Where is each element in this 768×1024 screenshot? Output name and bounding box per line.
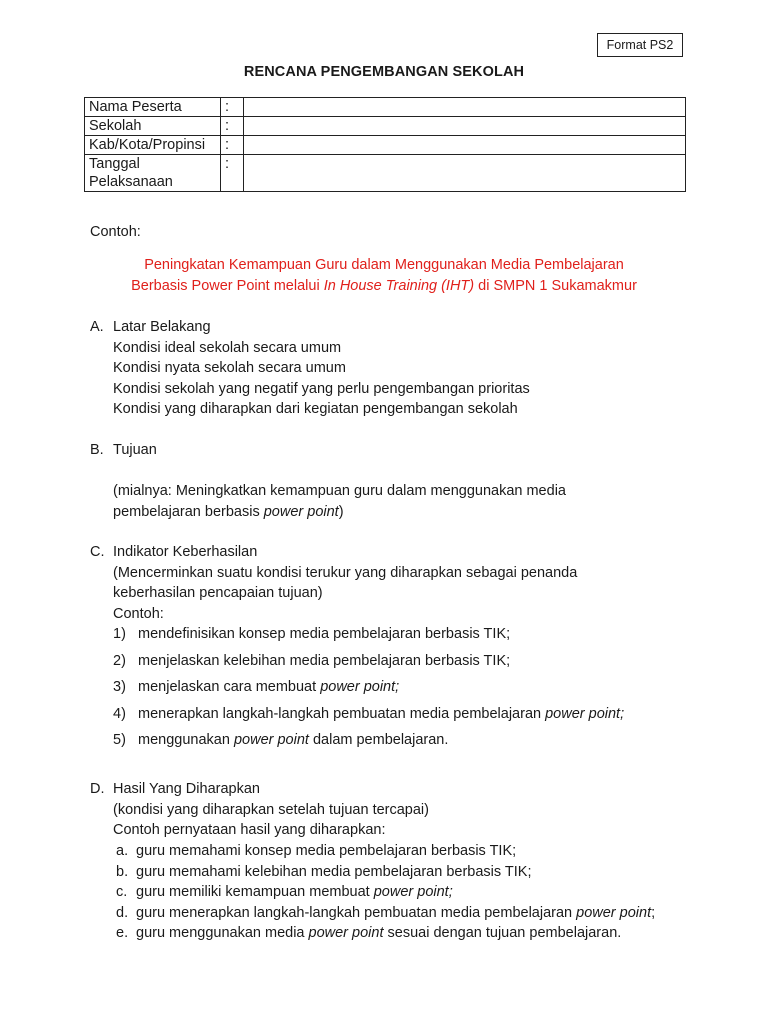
section-d-desc2: Contoh pernyataan hasil yang diharapkan: [113,822,386,838]
section-a-heading: Latar Belakang [113,319,211,335]
section-c-heading: Indikator Keberhasilan [113,544,258,560]
section-b-line2-a: pembelajaran berbasis [113,503,264,520]
table-value-sekolah [244,117,686,136]
list-text-italic: power point [576,904,652,921]
section-d [113,779,429,841]
list-number: 5) [113,732,126,748]
section-a-line: Kondisi nyata sekolah secara umum [113,360,346,376]
list-item [116,923,655,944]
example-title-line2-a: Berbasis Power Point melalui [131,278,324,294]
section-d-desc1: (kondisi yang diharapkan setelah tujuan tercapai) [113,801,429,818]
section-c-desc2: keberhasilan pencapaian tujuan) [113,585,323,601]
list-letter: b. [116,863,129,880]
table-label-nama: Nama Peserta [85,98,221,117]
contoh-label: Contoh: [90,224,141,240]
list-text-italic: power point; [320,679,400,695]
list-text-end: ; [651,904,656,921]
section-b-heading: Tujuan [113,442,157,458]
table-row [85,155,686,192]
section-a [113,317,530,420]
list-item [116,841,655,862]
list-text-italic: power point; [373,884,453,900]
list-number: 1) [113,626,126,642]
list-text: menerapkan langkah-langkah pembuatan media pembelajaran [138,705,546,722]
example-title-line1: Peningkatan Kemampuan Guru dalam Menggunakan Media Pembelajaran [144,257,624,273]
list-item [113,730,624,751]
example-title-line2-b: In House Training (IHT) [323,278,475,294]
section-b-line1: (mialnya: Meningkatkan kemampuan guru dalam menggunakan media [113,483,566,499]
section-c [113,542,624,757]
example-title-line2-c: di SMPN 1 Sukamakmur [474,278,637,294]
list-text-end: dalam pembelajaran. [308,732,449,748]
list-number: 4) [113,705,126,722]
list-text: mendefinisikan konsep media pembelajaran berbasis TIK; [138,626,511,642]
section-b-line2-b: power point [263,503,339,520]
table-label-tanggal: Tanggal Pelaksanaan [85,155,221,192]
section-a-line: Kondisi yang diharapkan dari kegiatan pengembangan sekolah [113,401,518,417]
list-text-end: sesuai dengan tujuan pembelajaran. [383,925,622,941]
list-number: 3) [113,679,126,695]
section-b-line2 [113,502,566,523]
list-item [113,677,624,698]
list-text: menjelaskan kelebihan media pembelajaran berbasis TIK; [138,652,511,669]
list-item [116,862,655,883]
section-d-letter: D. [90,781,105,797]
section-c-list [113,624,624,751]
list-text: guru menerapkan langkah-langkah pembuatan media pembelajaran [136,904,577,921]
list-letter: c. [116,884,128,900]
section-a-line: Kondisi sekolah yang negatif yang perlu pengembangan prioritas [113,380,530,397]
list-text-italic: power point [308,925,384,941]
table-colon: : [221,117,244,136]
list-text-italic: power point; [545,705,625,722]
list-letter: d. [116,904,129,921]
list-text-italic: power point [233,732,309,748]
table-row [85,136,686,155]
table-colon: : [221,136,244,155]
list-number: 2) [113,652,126,669]
list-text: menjelaskan cara membuat [138,679,321,695]
list-text: guru memahami kelebihan media pembelajaran berbasis TIK; [136,863,532,880]
list-item [116,882,655,903]
table-value-tanggal [244,155,686,192]
list-item [116,903,655,924]
list-item [113,624,624,645]
section-c-letter: C. [90,544,105,560]
table-value-kabkota [244,136,686,155]
list-text: menggunakan [138,732,234,748]
section-a-letter: A. [90,319,104,335]
table-value-nama [244,98,686,117]
list-letter: a. [116,843,129,859]
section-c-desc1: (Mencerminkan suatu kondisi terukur yang diharapkan sebagai penanda [113,564,578,581]
table-label-sekolah: Sekolah [85,117,221,136]
section-a-line: Kondisi ideal sekolah secara umum [113,339,342,356]
section-c-contoh: Contoh: [113,605,164,622]
table-label-kabkota: Kab/Kota/Propinsi [85,136,221,155]
list-text: guru memiliki kemampuan membuat [136,884,374,900]
list-item [113,704,624,725]
section-b-line2-c: ) [338,503,344,520]
section-b-body [113,481,566,522]
list-item [113,651,624,672]
format-label: Format PS2 [597,33,683,57]
table-colon: : [221,98,244,117]
section-b-letter: B. [90,442,104,458]
table-colon: : [221,155,244,192]
table-row [85,98,686,117]
table-row [85,117,686,136]
list-text: guru memahami konsep media pembelajaran berbasis TIK; [136,843,517,859]
section-d-heading: Hasil Yang Diharapkan [113,781,260,797]
participant-info-table [84,97,686,192]
example-title-line2 [0,276,768,297]
list-letter: e. [116,925,129,941]
page-title: RENCANA PENGEMBANGAN SEKOLAH [243,64,525,80]
section-d-list [116,841,655,944]
list-text: guru menggunakan media [136,925,309,941]
